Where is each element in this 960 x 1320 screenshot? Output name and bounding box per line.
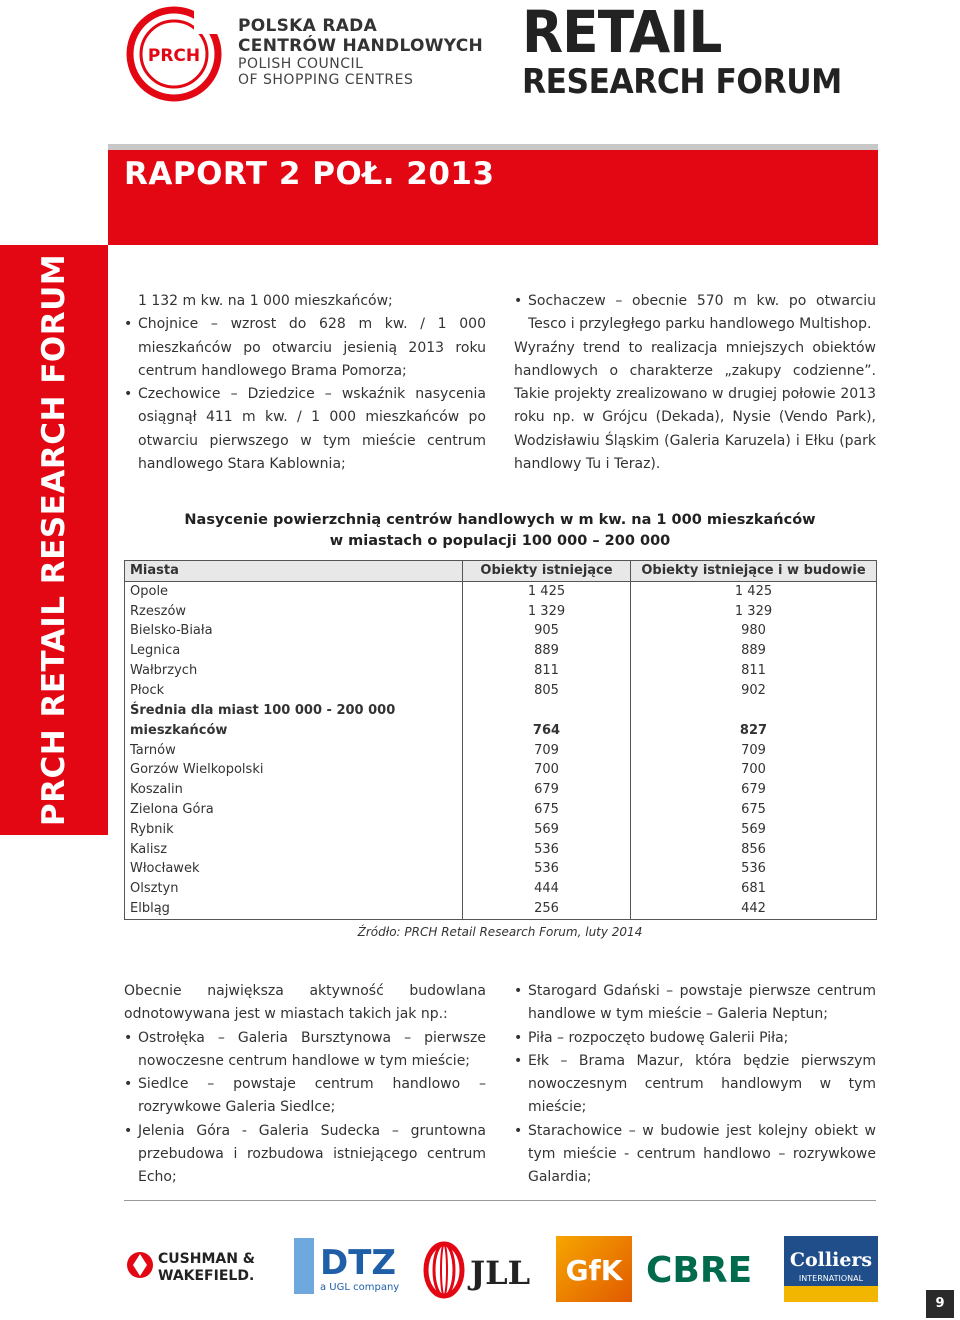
prch-logo xyxy=(124,4,224,104)
city-cell: Rybnik xyxy=(125,820,463,840)
table-row xyxy=(125,899,877,919)
existing-cell: 536 xyxy=(463,859,631,879)
table-row-average xyxy=(125,701,877,741)
report-banner xyxy=(108,150,878,245)
city-cell: Gorzów Wielkopolski xyxy=(125,760,463,780)
existing-cell: 889 xyxy=(463,641,631,661)
city-cell: Tarnów xyxy=(125,741,463,761)
existing-cell: 764 xyxy=(463,701,631,741)
header-existing: Obiekty istniejące xyxy=(463,561,631,582)
lead-text: 1 132 m kw. na 1 000 mieszkańców; xyxy=(138,293,393,309)
list-item: • Chojnice – wzrost do 628 m kw. / 1 000 mieszkańców po otwarciu jesienią 2013 roku centrum handlowego Brama Pomorza; xyxy=(124,313,486,383)
jll-text: JLL xyxy=(470,1254,531,1292)
existing-cell: 1 329 xyxy=(463,602,631,622)
total-cell: 889 xyxy=(631,641,877,661)
brand-retail: RETAIL xyxy=(522,0,722,66)
existing-cell: 700 xyxy=(463,760,631,780)
brand-title xyxy=(522,0,870,100)
city-cell: Włocławek xyxy=(125,859,463,879)
list-item: • Jelenia Góra - Galeria Sudecka – gruntowna przebudowa i rozbudowa istniejącego centrum Echo; xyxy=(124,1120,486,1190)
colliers-logo xyxy=(784,1236,878,1302)
top-right-column xyxy=(514,290,876,476)
cbre-text: CBRE xyxy=(646,1250,753,1288)
existing-cell: 675 xyxy=(463,800,631,820)
existing-cell: 256 xyxy=(463,899,631,919)
cbre-logo xyxy=(646,1248,762,1288)
list-item: • Starachowice – w budowie jest kolejny obiekt w tym mieście - centrum handlowo – rozrywkowe Galardia; xyxy=(514,1120,876,1190)
gfk-logo xyxy=(556,1236,632,1302)
header-cities: Miasta xyxy=(125,561,463,582)
table-row xyxy=(125,820,877,840)
organization-name xyxy=(238,16,483,88)
header xyxy=(0,0,960,145)
total-cell: 856 xyxy=(631,840,877,860)
table-header-row xyxy=(125,561,877,582)
colliers-sub-text: INTERNATIONAL xyxy=(798,1274,864,1283)
footer-divider xyxy=(124,1200,876,1201)
city-cell: Bielsko-Biała xyxy=(125,621,463,641)
table-row xyxy=(125,760,877,780)
brand-research-forum: RESEARCH FORUM xyxy=(522,62,842,102)
bottom-left-column xyxy=(124,980,486,1190)
jll-logo xyxy=(422,1232,540,1302)
table-row xyxy=(125,661,877,681)
wakefield-text: WAKEFIELD. xyxy=(158,1268,255,1284)
city-cell: Kalisz xyxy=(125,840,463,860)
dtz-text: DTZ xyxy=(320,1243,397,1283)
existing-cell: 536 xyxy=(463,840,631,860)
org-line-2: CENTRÓW HANDLOWYCH xyxy=(238,36,484,56)
total-cell: 700 xyxy=(631,760,877,780)
total-cell: 442 xyxy=(631,899,877,919)
table-row xyxy=(125,641,877,661)
cushman-text: CUSHMAN & xyxy=(158,1251,256,1267)
city-cell: Rzeszów xyxy=(125,602,463,622)
total-cell: 681 xyxy=(631,879,877,899)
org-line-1: POLSKA RADA xyxy=(238,16,378,36)
existing-cell: 444 xyxy=(463,879,631,899)
total-cell: 569 xyxy=(631,820,877,840)
table-source: Źródło: PRCH Retail Research Forum, luty 2014 xyxy=(357,925,643,939)
top-left-column xyxy=(124,290,486,476)
average-label-cell: Średnia dla miast 100 000 - 200 000 mieszkańców xyxy=(125,701,463,741)
table-title xyxy=(124,510,876,552)
table-row xyxy=(125,581,877,601)
table-row xyxy=(125,621,877,641)
existing-cell: 905 xyxy=(463,621,631,641)
dtz-logo xyxy=(294,1238,404,1294)
table-row xyxy=(125,879,877,899)
total-cell: 827 xyxy=(631,701,877,741)
dtz-sub-text: a UGL company xyxy=(320,1282,400,1293)
prch-logo-text: PRCH xyxy=(147,46,201,66)
existing-cell: 805 xyxy=(463,681,631,701)
table-row xyxy=(125,859,877,879)
city-cell: Wałbrzych xyxy=(125,661,463,681)
existing-cell: 679 xyxy=(463,780,631,800)
saturation-table xyxy=(124,560,877,920)
total-cell: 536 xyxy=(631,859,877,879)
total-cell: 675 xyxy=(631,800,877,820)
list-item: • Ostrołęka – Galeria Bursztynowa – pierwsze nowoczesne centrum handlowe w tym mieście; xyxy=(124,1027,486,1074)
total-cell: 902 xyxy=(631,681,877,701)
list-item: • Starogard Gdański – powstaje pierwsze centrum handlowe w tym mieście – Galeria Neptun; xyxy=(514,980,876,1027)
total-cell: 980 xyxy=(631,621,877,641)
table-row xyxy=(125,840,877,860)
city-cell: Płock xyxy=(125,681,463,701)
org-line-3: POLISH COUNCIL xyxy=(238,56,364,72)
existing-cell: 1 425 xyxy=(463,581,631,601)
table-row xyxy=(125,800,877,820)
table-title-line-2: w miastach o populacji 100 000 – 200 000 xyxy=(329,533,671,549)
page-number: 9 xyxy=(926,1290,954,1318)
total-cell: 1 329 xyxy=(631,602,877,622)
gfk-text: GfK xyxy=(565,1254,623,1287)
total-cell: 679 xyxy=(631,780,877,800)
bottom-right-column xyxy=(514,980,876,1190)
paragraph: Wyraźny trend to realizacja mniejszych obiektów handlowych o charakterze „zakupy codzienne”. Takie projekty zrealizowano w drugiej połowie 2013 roku np. w Grójcu (Dekada), Nysie (Vendo Park), Wodzisławiu Śląskim (Galeria Karuzela) i Ełku (park handlowy Tu i Teraz). xyxy=(514,339,876,473)
total-cell: 1 425 xyxy=(631,581,877,601)
list-item: • Siedlce – powstaje centrum handlowo – rozrywkowe Galeria Siedlce; xyxy=(124,1073,486,1120)
colliers-text: Colliers xyxy=(789,1249,873,1271)
city-cell: Zielona Góra xyxy=(125,800,463,820)
city-cell: Opole xyxy=(125,581,463,601)
table-row xyxy=(125,602,877,622)
table-row xyxy=(125,780,877,800)
report-title: RAPORT 2 POŁ. 2013 xyxy=(124,156,495,192)
city-cell: Olsztyn xyxy=(125,879,463,899)
sponsor-logos xyxy=(124,1232,876,1302)
city-cell: Koszalin xyxy=(125,780,463,800)
total-cell: 811 xyxy=(631,661,877,681)
sidebar-title: PRCH RETAIL RESEARCH FORUM xyxy=(36,253,72,827)
list-item: • Ełk – Brama Mazur, która będzie pierwszym nowoczesnym centrum handlowym w tym mieście; xyxy=(514,1050,876,1120)
org-line-4: OF SHOPPING CENTRES xyxy=(238,72,414,88)
sidebar-banner xyxy=(0,245,108,835)
total-cell: 709 xyxy=(631,741,877,761)
existing-cell: 811 xyxy=(463,661,631,681)
city-cell: Elbląg xyxy=(125,899,463,919)
table-row xyxy=(125,741,877,761)
list-item: • Sochaczew – obecnie 570 m kw. po otwarciu Tesco i przyległego parku handlowego Multishop. xyxy=(514,290,876,337)
list-item: • Czechowice – Dziedzice – wskaźnik nasycenia osiągnął 411 m kw. / 1 000 mieszkańców po otwarciu pierwszego w tym mieście centrum handlowego Stara Kablownia; xyxy=(124,383,486,476)
intro-text: Obecnie największa aktywność budowlana odnotowywana jest w miastach takich jak np.: xyxy=(124,983,486,1023)
existing-cell: 709 xyxy=(463,741,631,761)
city-cell: Legnica xyxy=(125,641,463,661)
existing-cell: 569 xyxy=(463,820,631,840)
list-item: • Piła – rozpoczęto budowę Galerii Piła; xyxy=(514,1027,876,1050)
table-title-line-1: Nasycenie powierzchnią centrów handlowych w m kw. na 1 000 mieszkańców xyxy=(184,512,816,528)
header-existing-and-under-construction: Obiekty istniejące i w budowie xyxy=(631,561,877,582)
table-row xyxy=(125,681,877,701)
cushman-wakefield-logo xyxy=(124,1240,272,1290)
